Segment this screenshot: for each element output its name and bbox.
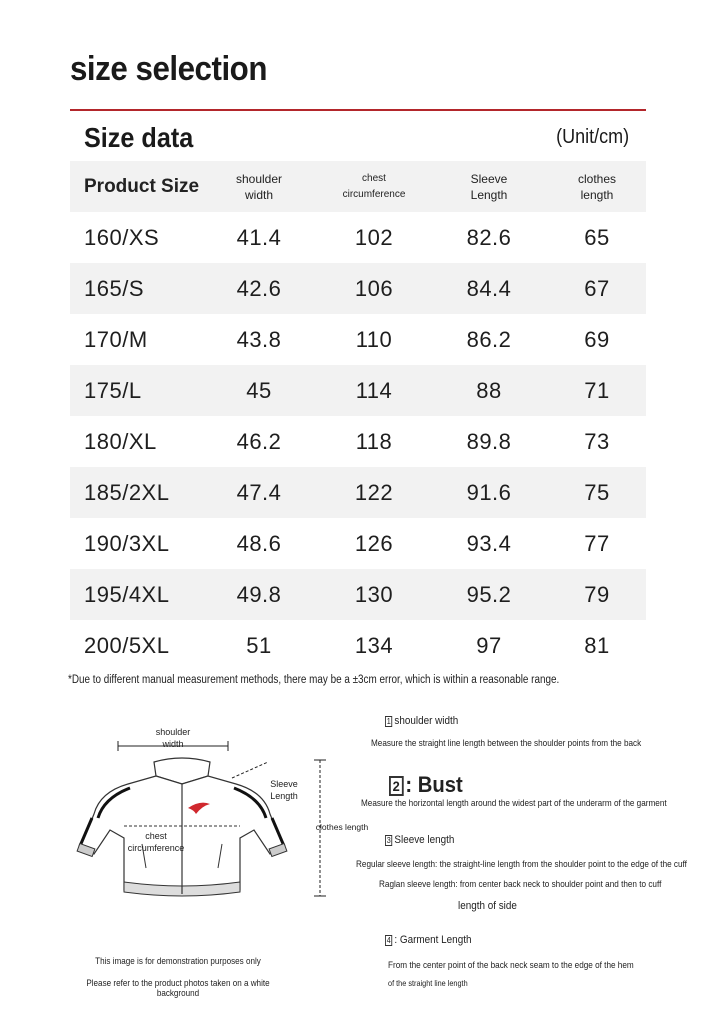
cell-chest: 122 bbox=[354, 479, 394, 505]
number-mark-icon: 2 bbox=[389, 776, 404, 796]
header-shoulder-width: shoulder width bbox=[235, 171, 283, 202]
header-chest-circumference: chest circumference bbox=[342, 172, 406, 200]
cell-size: 180/XL bbox=[84, 428, 157, 454]
cell-sleeve: 84.4 bbox=[466, 275, 512, 301]
cell-shoulder: 42.6 bbox=[236, 275, 282, 301]
guide-garment-desc-1: From the center point of the back neck seam to the edge of the hem bbox=[388, 960, 634, 971]
disclaimer-line-2: Please refer to the product photos taken on a white background bbox=[86, 978, 270, 998]
table-row bbox=[70, 569, 646, 620]
guide-sleeve-desc-raglan: Raglan sleeve length: from center back neck to shoulder point and then to cuff bbox=[379, 879, 662, 890]
guide-garment-desc-2: of the straight line length bbox=[388, 978, 468, 988]
header-clothes-length: clothes length bbox=[577, 171, 617, 202]
number-mark-icon: 4 bbox=[386, 935, 391, 945]
table-row bbox=[70, 620, 646, 671]
cell-sleeve: 82.6 bbox=[466, 224, 512, 250]
cell-size: 190/3XL bbox=[84, 530, 170, 556]
guide-bust-desc: Measure the horizontal length around the widest part of the underarm of the garment bbox=[361, 798, 667, 809]
measurement-note: *Due to different manual measurement methods, there may be a ±3cm error, which is within a reasonable range. bbox=[68, 674, 560, 686]
cell-clothes: 73 bbox=[584, 428, 610, 454]
header-sleeve-length: Sleeve Length bbox=[470, 171, 508, 202]
cell-clothes: 71 bbox=[584, 377, 610, 403]
cell-chest: 106 bbox=[354, 275, 394, 301]
table-row bbox=[70, 518, 646, 569]
cell-size: 160/XS bbox=[84, 224, 160, 250]
cell-sleeve: 97 bbox=[476, 632, 502, 658]
cell-shoulder: 49.8 bbox=[236, 581, 282, 607]
guide-shoulder-desc: Measure the straight line length between the shoulder points from the back bbox=[371, 738, 642, 749]
cell-size: 175/L bbox=[84, 377, 142, 403]
table-row bbox=[70, 263, 646, 314]
cell-sleeve: 91.6 bbox=[466, 479, 512, 505]
cell-sleeve: 86.2 bbox=[466, 326, 512, 352]
cell-shoulder: 43.8 bbox=[236, 326, 282, 352]
number-mark-icon: 1 bbox=[386, 716, 391, 726]
cell-shoulder: 41.4 bbox=[236, 224, 282, 250]
unit-label: (Unit/cm) bbox=[556, 126, 629, 148]
guide-side-length: length of side bbox=[458, 900, 517, 912]
table-row bbox=[70, 467, 646, 518]
guide-bust-title: 2 : Bust bbox=[389, 772, 463, 798]
diagram-sleeve-label: Sleeve Length bbox=[270, 779, 298, 801]
cell-clothes: 79 bbox=[584, 581, 610, 607]
cell-clothes: 65 bbox=[584, 224, 610, 250]
cell-sleeve: 89.8 bbox=[466, 428, 512, 454]
cell-size: 200/5XL bbox=[84, 632, 170, 658]
cell-sleeve: 88 bbox=[476, 377, 502, 403]
cell-clothes: 75 bbox=[584, 479, 610, 505]
cell-chest: 126 bbox=[354, 530, 394, 556]
cell-clothes: 67 bbox=[584, 275, 610, 301]
cell-chest: 130 bbox=[354, 581, 394, 607]
cell-clothes: 77 bbox=[584, 530, 610, 556]
title-divider bbox=[70, 109, 646, 111]
cell-shoulder: 48.6 bbox=[236, 530, 282, 556]
cell-size: 170/M bbox=[84, 326, 148, 352]
cell-chest: 134 bbox=[354, 632, 394, 658]
guide-garment-title: 4 : Garment Length bbox=[386, 934, 472, 946]
cell-shoulder: 51 bbox=[246, 632, 272, 658]
diagram-clothes-length-label: clothes length bbox=[315, 822, 369, 832]
cell-shoulder: 47.4 bbox=[236, 479, 282, 505]
number-mark-icon: 3 bbox=[386, 835, 391, 845]
cell-chest: 118 bbox=[355, 428, 393, 454]
jacket-illustration bbox=[70, 718, 370, 908]
page-title: size selection bbox=[70, 50, 267, 88]
cell-size: 165/S bbox=[84, 275, 144, 301]
guide-sleeve-title: 3 Sleeve length bbox=[386, 834, 455, 846]
header-product-size: Product Size bbox=[84, 175, 200, 197]
cell-shoulder: 45 bbox=[246, 377, 272, 403]
cell-sleeve: 93.4 bbox=[466, 530, 512, 556]
cell-size: 195/4XL bbox=[84, 581, 170, 607]
cell-chest: 110 bbox=[355, 326, 393, 352]
section-title: Size data bbox=[84, 122, 194, 153]
guide-shoulder-title: 1 shoulder width bbox=[386, 715, 459, 727]
table-row bbox=[70, 314, 646, 365]
disclaimer-line-1: This image is for demonstration purposes only bbox=[95, 956, 261, 966]
guide-sleeve-desc-regular: Regular sleeve length: the straight-line length from the shoulder point to the edge of the cuff bbox=[356, 859, 687, 870]
table-row bbox=[70, 365, 646, 416]
size-table bbox=[70, 161, 646, 671]
table-header-row bbox=[70, 161, 646, 212]
cell-sleeve: 95.2 bbox=[466, 581, 512, 607]
diagram-chest-label: chest circumference bbox=[127, 831, 185, 853]
cell-size: 185/2XL bbox=[84, 479, 170, 505]
diagram-shoulder-label: shoulder width bbox=[155, 727, 191, 749]
cell-chest: 102 bbox=[354, 224, 394, 250]
cell-clothes: 81 bbox=[584, 632, 610, 658]
table-row bbox=[70, 212, 646, 263]
jacket-diagram bbox=[70, 718, 370, 908]
cell-chest: 114 bbox=[355, 377, 393, 403]
cell-clothes: 69 bbox=[584, 326, 610, 352]
cell-shoulder: 46.2 bbox=[236, 428, 282, 454]
table-row bbox=[70, 416, 646, 467]
